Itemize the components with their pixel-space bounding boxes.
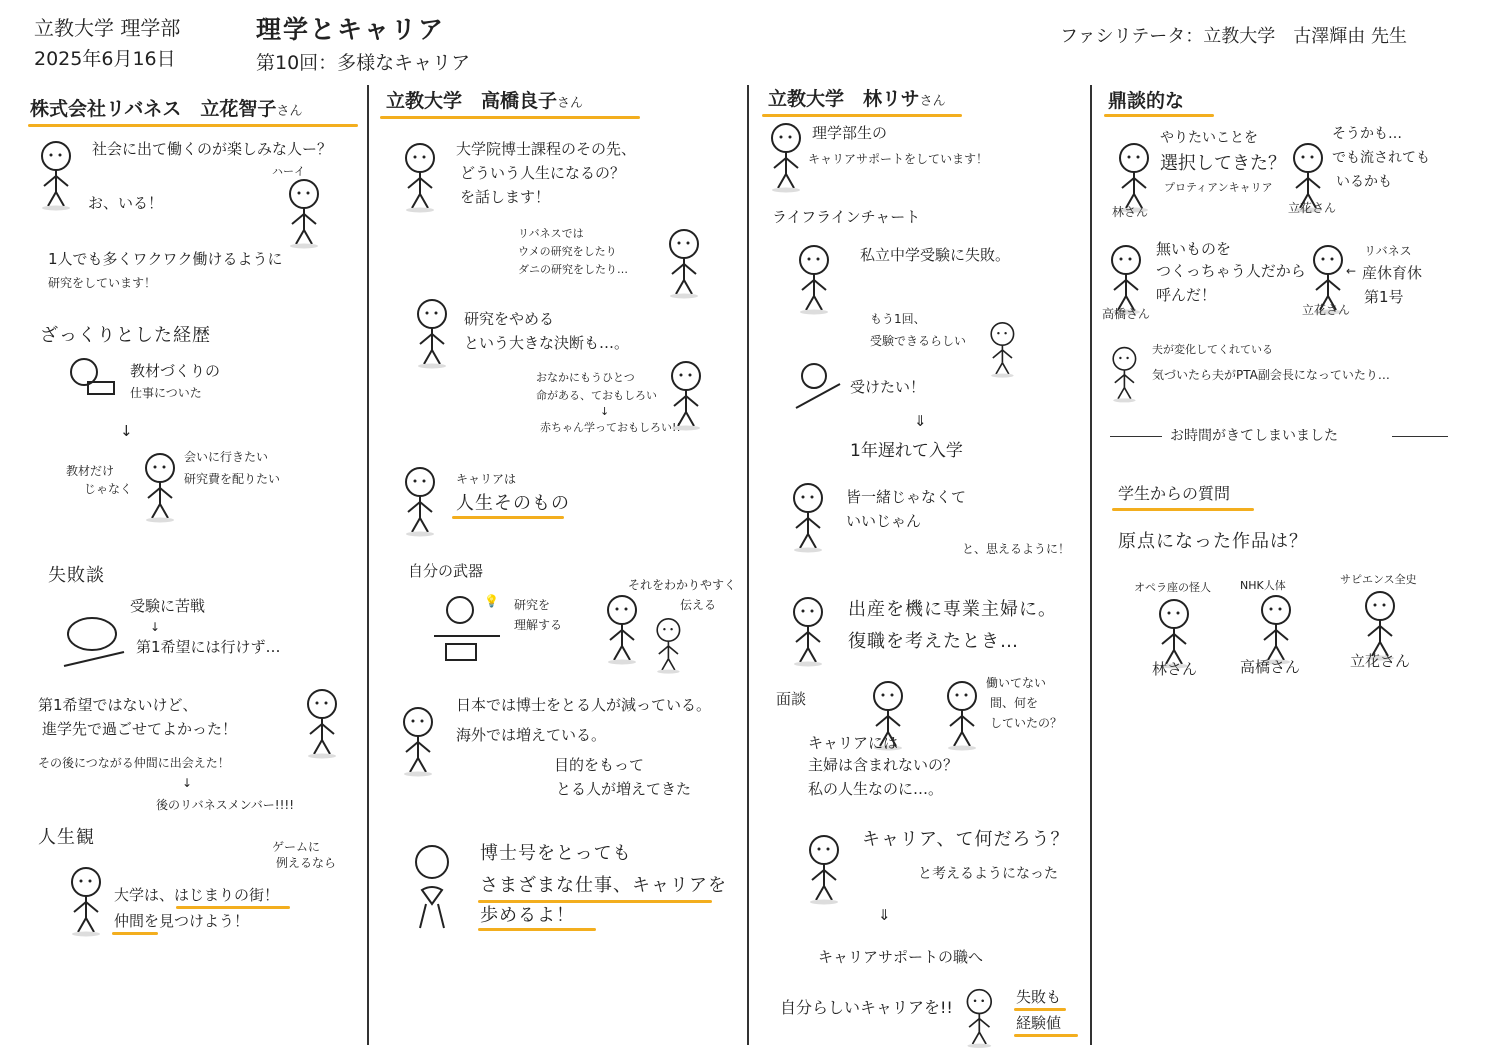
- col2-phd-3: 目的をもって: [554, 756, 645, 774]
- col4-qa-heading: 学生からの質問: [1118, 484, 1231, 503]
- col1-career-1a: 教材づくりの: [130, 362, 221, 380]
- col3-doubt-3: 私の人生なのに…。: [808, 780, 944, 798]
- col2-convey-1: それをわかりやすく: [628, 578, 737, 592]
- col4-make-1: 無いものを: [1156, 240, 1232, 258]
- column-divider: [1090, 85, 1092, 1045]
- jumping-figure-icon: [794, 362, 844, 412]
- col3-ask-2: 間、何を: [990, 696, 1039, 710]
- department-label: 立教大学 理学部: [34, 16, 181, 40]
- col1-univ-underline: [176, 906, 290, 909]
- col3-diff-1: 皆一緒じゃなくて: [846, 488, 967, 506]
- col3-support: キャリアサポートの職へ: [818, 948, 984, 966]
- time-up-line-right: [1392, 436, 1448, 437]
- col3-speaker-underline: [762, 114, 962, 117]
- col2-life-itself: 人生そのもの: [456, 493, 570, 514]
- col3-fail-underline-1: [1014, 1008, 1066, 1011]
- col2-riv-3: ダニの研究をしたり…: [518, 263, 628, 276]
- col3-late: 1年遅れて入学: [850, 441, 963, 461]
- col3-ask-1: 働いてない: [986, 676, 1047, 690]
- col4-make-3: 呼んだ！: [1156, 286, 1217, 304]
- arrow-down-icon: ⇓: [878, 906, 891, 924]
- col4-a-3: いるかも: [1336, 174, 1392, 190]
- arrow-down-icon: ↓: [150, 620, 161, 634]
- col1-question: 社会に出て働くのが楽しみな人ー？: [92, 140, 333, 158]
- col2-baby-3: 赤ちゃん学っておもしろい!!: [540, 421, 681, 434]
- stick-figure-icon: [286, 178, 326, 250]
- col1-hai: ハーイ: [272, 165, 305, 178]
- col3-fail-underline-2: [1014, 1034, 1078, 1037]
- col2-final-underline-2: [478, 928, 596, 931]
- col4-hayashi-label: 林さん: [1112, 205, 1149, 219]
- desk-figure-icon: [62, 612, 132, 672]
- col1-good-2: 進学先で過ごせてよかった！: [42, 720, 238, 738]
- col4-qa-underline: [1112, 508, 1254, 511]
- col3-diff-2: いいじゃん: [846, 512, 922, 530]
- col2-convey-2: 伝える: [680, 598, 717, 612]
- col4-person-1: 林さん: [1152, 660, 1198, 678]
- col2-final-1: 博士号をとっても: [480, 843, 632, 864]
- col3-what-1: キャリア、て何だろう？: [862, 829, 1070, 850]
- col1-friend-underline: [112, 932, 158, 935]
- col4-person-3: 立花さん: [1350, 652, 1411, 670]
- col4-tachibana-label: 立花さん: [1288, 201, 1337, 215]
- col1-career-3b: 研究費を配りたい: [184, 472, 281, 486]
- col1-mission-2: 研究をしています！: [48, 276, 157, 290]
- col1-answer: お、いる！: [88, 194, 164, 212]
- page-title: 理学とキャリア: [256, 15, 446, 44]
- col1-univ-2: 仲間を見つけよう！: [114, 912, 250, 930]
- col3-thought: と、思えるように！: [962, 542, 1071, 556]
- column-divider: [747, 85, 749, 1045]
- stick-figure-icon: [402, 466, 442, 538]
- col3-lifeline-heading: ライフラインチャート: [772, 208, 921, 226]
- col3-want: 受けたい！: [850, 378, 926, 396]
- stick-figure-icon: [790, 596, 830, 668]
- col2-speaker-underline: [380, 116, 640, 119]
- col4-riv-3: 第1号: [1364, 288, 1404, 306]
- col1-members: 後のリバネスメンバー!!!!: [156, 798, 295, 812]
- stick-figure-icon: [666, 228, 706, 300]
- col4-riv-1: リバネス: [1364, 244, 1412, 258]
- col3-retry-1: もう1回、: [870, 312, 926, 326]
- col3-doubt-2: 主婦は含まれないの？: [808, 756, 959, 774]
- col4-tachibana-label-2: 立花さん: [1302, 303, 1351, 317]
- col1-career-heading: ざっくりとした経歴: [40, 325, 211, 346]
- stick-figure-icon: [400, 706, 440, 778]
- col4-qa-question: 原点になった作品は？: [1118, 531, 1308, 552]
- col4-heading-underline: [1104, 114, 1214, 117]
- col2-understand-1: 研究を: [514, 598, 551, 612]
- col3-own: 自分らしいキャリアを!!: [780, 998, 953, 1017]
- heart-figure-icon: [408, 844, 458, 932]
- col1-career-2a: 教材だけ: [66, 464, 115, 478]
- stick-figure-icon: [806, 834, 846, 906]
- col4-husband-2: 気づいたら夫がPTA副会長になっていたり…: [1152, 368, 1390, 382]
- col2-final-3: 歩めるよ！: [480, 905, 575, 926]
- col2-speaker: 立教大学 高橋良子さん: [386, 90, 584, 112]
- stick-figure-icon: [414, 298, 454, 370]
- col4-takahashi-label: 高橋さん: [1102, 307, 1151, 321]
- col1-fail-1: 受験に苦戦: [130, 597, 206, 615]
- stick-figure-icon: [796, 244, 836, 316]
- col2-riv-2: ウメの研究をしたり: [518, 245, 617, 258]
- col2-phd-2: 海外では増えている。: [456, 726, 607, 744]
- stick-figure-icon: [1110, 346, 1142, 404]
- col2-weapon-heading: 自分の武器: [408, 562, 484, 580]
- col4-make-2: つくっちゃう人だから: [1156, 262, 1306, 280]
- col3-house-2: 復職を考えたとき…: [848, 631, 1019, 652]
- laptop-figure-icon: [66, 356, 122, 396]
- column-divider: [367, 85, 369, 1045]
- time-up-line-left: [1110, 436, 1162, 437]
- stick-figure-icon: [68, 866, 108, 938]
- col4-q-2: 選択してきた？: [1160, 153, 1286, 174]
- col4-a-1: そうかも…: [1332, 126, 1402, 142]
- stick-figure-icon: [768, 122, 808, 194]
- col1-career-2b: じゃなく: [84, 482, 133, 496]
- col1-speaker: 株式会社リバネス 立花智子さん: [30, 98, 303, 120]
- stick-figure-icon: [604, 594, 644, 666]
- stick-figure-icon: [790, 482, 830, 554]
- facilitator-label: ファシリテータ：立教大学 古澤輝由 先生: [1060, 26, 1407, 47]
- lightbulb-icon: 💡: [484, 594, 499, 608]
- arrow-down-icon: ↓: [120, 422, 133, 440]
- col4-work-3: サピエンス全史: [1340, 573, 1417, 586]
- stick-figure-icon: [964, 988, 998, 1049]
- col2-life-underline: [452, 516, 564, 519]
- col3-what-2: と考えるようになった: [918, 866, 1058, 882]
- col4-heading: 鼎談的な: [1108, 90, 1185, 112]
- stick-figure-icon: [668, 360, 708, 432]
- col4-a-2: でも流されても: [1332, 150, 1430, 166]
- stick-figure-icon: [654, 617, 686, 675]
- col2-understand-2: 理解する: [514, 618, 563, 632]
- stick-figure-icon: [988, 321, 1020, 379]
- col4-q-3: プロティアンキャリア: [1164, 181, 1273, 194]
- col4-person-2: 高橋さん: [1240, 658, 1301, 676]
- col2-baby-2: 命がある、ておもしろい: [536, 389, 657, 402]
- col3-exam-fail: 私立中学受験に失敗。: [860, 246, 1011, 264]
- col2-career-is: キャリアは: [456, 472, 517, 486]
- col3-fail-1: 失敗も: [1016, 988, 1062, 1006]
- col2-quit-1: 研究をやめる: [464, 310, 555, 328]
- col1-fail-2: 第1希望には行けず…: [136, 638, 281, 656]
- col2-final-2: さまざまな仕事、キャリアを: [480, 875, 727, 896]
- col1-career-3a: 会いに行きたい: [184, 450, 269, 464]
- col2-intro-2: どういう人生になるの？: [460, 164, 626, 182]
- col4-time-up: お時間がきてしまいました: [1170, 428, 1338, 444]
- col2-phd-1: 日本では博士をとる人が減っている。: [456, 696, 712, 714]
- col3-doubt-1: キャリアには: [808, 734, 899, 752]
- col1-career-1b: 仕事についた: [130, 386, 202, 400]
- col1-friends: その後につながる仲間に出会えた！: [38, 756, 230, 770]
- col3-retry-2: 受験できるらしい: [870, 334, 967, 348]
- col3-house-1: 出産を機に専業主婦に。: [848, 599, 1057, 620]
- arrow-down-icon: ⇓: [914, 412, 927, 430]
- col1-game-2: 例えるなら: [276, 856, 337, 870]
- col2-baby-1: おなかにもうひとつ: [536, 371, 635, 384]
- col4-work-1: オペラ座の怪人: [1134, 581, 1211, 594]
- col3-fail-2: 経験値: [1016, 1014, 1062, 1032]
- col1-mission-1: 1人でも多くワクワク働けるように: [48, 250, 283, 268]
- col2-intro-3: を話します！: [460, 188, 551, 206]
- col3-interview-heading: 面談: [776, 690, 807, 708]
- arrow-down-icon: ↓: [182, 776, 193, 790]
- col4-work-2: NHK人体: [1240, 579, 1286, 592]
- col4-husband-1: 夫が変化してくれている: [1152, 343, 1273, 356]
- col2-intro-1: 大学院博士課程のその先、: [456, 140, 637, 158]
- col2-quit-2: という大きな決断も…。: [464, 334, 630, 352]
- stick-figure-icon: [402, 142, 442, 214]
- col1-good-1: 第1希望ではないけど、: [38, 696, 198, 714]
- arrow-down-icon: ↓: [600, 405, 610, 418]
- stick-figure-icon: [142, 452, 182, 524]
- col2-riv-1: リバネスでは: [518, 227, 584, 240]
- arrow-left-icon: ←: [1346, 264, 1357, 278]
- col1-life-heading: 人生観: [38, 827, 95, 848]
- col1-fail-heading: 失敗談: [48, 565, 105, 586]
- date-label: 2025年6月16日: [34, 48, 176, 70]
- col1-univ-1: 大学は、はじまりの街！: [114, 886, 280, 904]
- stick-figure-icon: [38, 140, 78, 212]
- col2-phd-4: とる人が増えてきた: [556, 780, 692, 798]
- col3-intro-2: キャリアサポートをしています！: [808, 152, 989, 166]
- col3-speaker: 立教大学 林リサさん: [768, 88, 946, 110]
- col4-q-1: やりたいことを: [1160, 130, 1258, 146]
- col1-speaker-underline: [28, 124, 358, 127]
- stick-figure-icon: [944, 680, 984, 752]
- stick-figure-icon: [304, 688, 344, 760]
- col3-intro-1: 理学部生の: [812, 124, 888, 142]
- col4-riv-2: 産休育休: [1362, 264, 1423, 282]
- page-subtitle: 第10回：多様なキャリア: [256, 52, 471, 74]
- col1-game-1: ゲームに: [272, 840, 321, 854]
- col3-ask-3: していたの？: [990, 716, 1063, 730]
